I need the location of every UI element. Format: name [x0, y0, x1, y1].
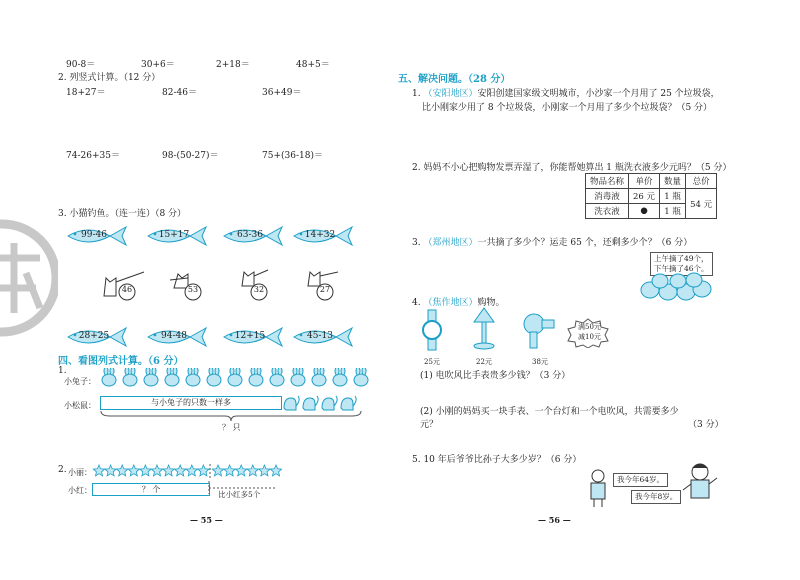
- q5-4-sub2-line2: 元？: [420, 420, 439, 430]
- table-cell: ●: [629, 204, 660, 219]
- rabbit-icon: [354, 368, 368, 386]
- rabbit-icon: [333, 368, 347, 386]
- boy-figure: [682, 462, 718, 508]
- star-icon: [93, 465, 104, 476]
- cat-fishing-1[interactable]: 46: [100, 266, 148, 304]
- price-watch: 25元: [424, 358, 440, 366]
- rabbit-icon: [249, 368, 263, 386]
- q5-2-text: 2. 妈妈不小心把购物发票弄湿了，你能帮她算出 1 瓶洗衣液多少元吗？（5 分）: [412, 163, 732, 173]
- vertical-calc: 18+27＝: [66, 88, 106, 98]
- star-icon: [128, 465, 139, 476]
- xiaohong-question: ？ 个: [141, 485, 161, 494]
- vertical-calc: 98-(50-27)＝: [162, 151, 219, 161]
- xiaohong-label: 小红：: [68, 486, 92, 495]
- brace-label: 比小红多5个: [218, 490, 261, 499]
- q4-1-number: 1.: [58, 366, 67, 376]
- page-number-left: — 55 —: [190, 515, 223, 525]
- q5-1-line1: 1. （安阳地区）安阳创建国家级文明城市，小沙家一个月用了 25 个垃圾袋，: [412, 89, 720, 99]
- star-icon: [163, 465, 174, 476]
- price-lamp: 22元: [476, 358, 492, 366]
- section-4-title: 四、看图列式计算。（6 分）: [58, 356, 184, 367]
- cat-fishing-4[interactable]: 27: [298, 266, 346, 304]
- vertical-calc: 75+(36-18)＝: [262, 151, 323, 161]
- harvest-note: 上午摘了49个， 下午摘了46个。: [650, 252, 713, 276]
- squirrel-label: 小松鼠：: [64, 401, 96, 410]
- q5-5-text: 5. 10 年后爷爷比孙子大多少岁？（6 分）: [412, 455, 582, 465]
- squirrel-bar-text: 与小兔子的只数一样多: [151, 398, 231, 407]
- vertical-calc: 36+49＝: [262, 88, 302, 98]
- fish-top-4[interactable]: 14+32: [292, 225, 354, 247]
- star-icon: [186, 465, 197, 476]
- q5-3-text: 3. （郑州地区）一共摘了多少个？运走 65 个，还剩多少个？（6 分）: [412, 238, 693, 248]
- star-icon: [198, 465, 209, 476]
- rabbit-icon: [123, 368, 137, 386]
- region-tag: （焦作地区）: [423, 298, 478, 308]
- stamp-watermark: [0, 218, 58, 338]
- stars-row: [92, 464, 282, 478]
- fruit-pile: [636, 272, 716, 302]
- q5-4-text: 4. （焦作地区）购物。: [412, 298, 505, 308]
- star-icon: [117, 465, 128, 476]
- region-tag: （郑州地区）: [423, 238, 478, 248]
- price-dryer: 38元: [532, 358, 548, 366]
- hair-dryer-icon: [522, 310, 558, 352]
- squirrel-icon: [284, 396, 299, 410]
- q5-4-sub2-score: （3 分）: [688, 420, 724, 430]
- calc-1: 90-8＝: [66, 60, 96, 70]
- table-cell: 26 元: [629, 189, 660, 204]
- q5-4-sub2-line1: (2) 小刚的妈妈买一块手表、一个台灯和一个电吹风，共需要多少: [420, 407, 679, 417]
- squirrel-icon: [341, 396, 356, 410]
- calc-4: 48+5＝: [296, 60, 330, 70]
- q4-1-question: ？ 只: [222, 423, 241, 432]
- q2-title: 2. 列竖式计算。（12 分）: [58, 73, 161, 83]
- q4-2-number: 2.: [58, 465, 67, 475]
- vertical-calc: 74-26+35＝: [66, 151, 120, 161]
- star-icon: [259, 465, 270, 476]
- fish-bottom-3[interactable]: 12+15: [222, 326, 284, 348]
- page-number-right: — 56 —: [538, 515, 571, 525]
- grandpa-speech: 我今年64岁。: [613, 473, 668, 487]
- grandpa-figure: [585, 468, 611, 508]
- star-icon: [236, 465, 247, 476]
- fish-bottom-2[interactable]: 94-48: [146, 326, 208, 348]
- calc-3: 2+18＝: [216, 60, 250, 70]
- promo-text-2: 减10元: [578, 333, 601, 341]
- rabbit-icon: [207, 368, 221, 386]
- xiaoli-label: 小丽：: [68, 468, 92, 477]
- lamp-icon: [466, 306, 502, 352]
- promo-text-1: 满50元: [578, 323, 601, 331]
- region-tag: （安阳地区）: [423, 89, 478, 99]
- squirrel-icon: [303, 396, 318, 410]
- table-cell: 1 瓶: [660, 189, 686, 204]
- rabbit-icon: [270, 368, 284, 386]
- fish-bottom-1[interactable]: 28+25: [66, 326, 128, 348]
- rabbit-icon: [291, 368, 305, 386]
- calc-2: 30+6＝: [141, 60, 175, 70]
- q5-4-sub1: (1) 电吹风比手表贵多少钱？（3 分）: [420, 371, 571, 381]
- boy-speech: 我今年8岁。: [631, 490, 681, 504]
- star-icon: [212, 465, 223, 476]
- cat-fishing-3[interactable]: 32: [232, 266, 280, 304]
- table-cell: 洗衣液: [586, 204, 629, 219]
- star-icon: [140, 465, 151, 476]
- rabbit-icon: [312, 368, 326, 386]
- section-5-title: 五、解决问题。（28 分）: [398, 74, 511, 85]
- table-header: 物品名称: [586, 174, 629, 189]
- watch-icon: [418, 308, 446, 352]
- rabbits-row: [100, 368, 380, 388]
- table-header: 单价: [629, 174, 660, 189]
- star-icon: [175, 465, 186, 476]
- rabbit-label: 小兔子：: [64, 377, 96, 386]
- rabbit-icon: [228, 368, 242, 386]
- cat-fishing-2[interactable]: 53: [166, 266, 214, 304]
- fish-top-2[interactable]: 15+17: [146, 225, 208, 247]
- xiaohong-bar: [92, 483, 210, 496]
- table-cell: 1 瓶: [660, 204, 686, 219]
- rabbit-icon: [165, 368, 179, 386]
- total-cell: 54 元: [686, 189, 717, 219]
- star-icon: [105, 465, 116, 476]
- invoice-table: [585, 173, 717, 219]
- rabbit-icon: [102, 368, 116, 386]
- squirrel-icon: [322, 396, 337, 410]
- squirrel-bar: [100, 396, 282, 410]
- rabbit-icon: [144, 368, 158, 386]
- q3-title: 3. 小猫钓鱼。（连一连）（8 分）: [58, 209, 187, 219]
- table-cell: 消毒液: [586, 189, 629, 204]
- fish-top-1[interactable]: 99-46: [66, 225, 128, 247]
- star-icon: [151, 465, 162, 476]
- fish-bottom-4[interactable]: 45-13: [292, 326, 354, 348]
- q5-1-line2: 比小刚家少用了 8 个垃圾袋，小刚家一个月用了多少个垃圾袋？（5 分）: [422, 103, 713, 113]
- star-icon: [224, 465, 235, 476]
- vertical-calc: 82-46＝: [162, 88, 197, 98]
- fish-top-3[interactable]: 63-36: [222, 225, 284, 247]
- rabbit-icon: [186, 368, 200, 386]
- table-header: 总价: [686, 174, 717, 189]
- table-header: 数量: [660, 174, 686, 189]
- star-icon: [247, 465, 258, 476]
- question-brace: [100, 410, 362, 422]
- star-icon: [270, 465, 281, 476]
